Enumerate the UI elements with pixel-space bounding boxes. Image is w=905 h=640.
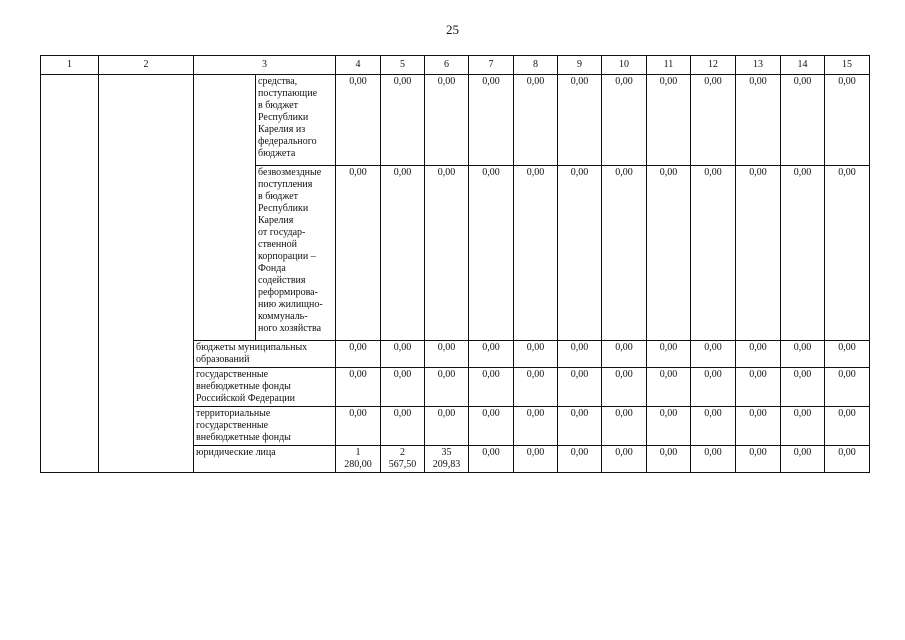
value-cell: 0,00: [514, 341, 558, 368]
column-3-cell: [194, 75, 256, 341]
value-cell: 0,00: [558, 75, 602, 166]
value-cell: 0,00: [469, 75, 514, 166]
column-1-cell: [41, 75, 99, 473]
column-header: 7: [469, 56, 514, 75]
value-cell: 0,00: [425, 75, 469, 166]
value-cell: 0,00: [336, 341, 381, 368]
value-cell: 0,00: [558, 341, 602, 368]
value-cell: 0,00: [336, 407, 381, 446]
value-cell: 0,00: [514, 368, 558, 407]
column-header: 12: [691, 56, 736, 75]
value-cell: 0,00: [647, 446, 691, 473]
value-cell: 0,00: [736, 341, 781, 368]
column-header: 11: [647, 56, 691, 75]
column-header: 6: [425, 56, 469, 75]
value-cell: 0,00: [736, 368, 781, 407]
value-cell: 0,00: [425, 341, 469, 368]
value-cell: 0,00: [736, 446, 781, 473]
row-label: юридические лица: [194, 446, 336, 473]
value-cell: 1 280,00: [336, 446, 381, 473]
value-cell: 0,00: [381, 407, 425, 446]
value-cell: 0,00: [336, 368, 381, 407]
value-cell: 0,00: [781, 446, 825, 473]
value-cell: 0,00: [781, 407, 825, 446]
column-header: 9: [558, 56, 602, 75]
value-cell: 0,00: [825, 75, 870, 166]
row-label: безвозмездные поступления в бюджет Республики Карелия от государ- ственной корпорации – Фонда содействия реформирова- нию жилищно- коммуналь- ного хозяйства: [256, 166, 336, 341]
value-cell: 0,00: [647, 75, 691, 166]
header-row: [41, 56, 870, 75]
value-cell: 35 209,83: [425, 446, 469, 473]
value-cell: 0,00: [381, 75, 425, 166]
row-label: территориальные государственные внебюджетные фонды: [194, 407, 336, 446]
column-header: 1: [41, 56, 99, 75]
value-cell: 2 567,50: [381, 446, 425, 473]
value-cell: 0,00: [691, 75, 736, 166]
value-cell: 0,00: [691, 407, 736, 446]
column-header: 10: [602, 56, 647, 75]
page-number: 25: [446, 22, 459, 37]
value-cell: 0,00: [825, 446, 870, 473]
value-cell: 0,00: [825, 407, 870, 446]
value-cell: 0,00: [602, 166, 647, 341]
value-cell: 0,00: [691, 446, 736, 473]
value-cell: 0,00: [514, 446, 558, 473]
value-cell: 0,00: [647, 368, 691, 407]
value-cell: 0,00: [647, 341, 691, 368]
column-header: 8: [514, 56, 558, 75]
value-cell: 0,00: [736, 75, 781, 166]
value-cell: 0,00: [825, 368, 870, 407]
value-cell: 0,00: [425, 166, 469, 341]
value-cell: 0,00: [691, 341, 736, 368]
value-cell: 0,00: [425, 368, 469, 407]
value-cell: 0,00: [381, 341, 425, 368]
value-cell: 0,00: [647, 407, 691, 446]
value-cell: 0,00: [425, 407, 469, 446]
value-cell: 0,00: [469, 446, 514, 473]
value-cell: 0,00: [691, 368, 736, 407]
value-cell: 0,00: [602, 75, 647, 166]
value-cell: 0,00: [691, 166, 736, 341]
value-cell: 0,00: [469, 407, 514, 446]
value-cell: 0,00: [558, 368, 602, 407]
value-cell: 0,00: [381, 368, 425, 407]
value-cell: 0,00: [381, 166, 425, 341]
value-cell: 0,00: [514, 407, 558, 446]
budget-table: [40, 55, 870, 473]
column-2-cell: [99, 75, 194, 473]
value-cell: 0,00: [602, 341, 647, 368]
column-header: 13: [736, 56, 781, 75]
table-row: [41, 75, 870, 166]
value-cell: 0,00: [602, 407, 647, 446]
row-label: государственные внебюджетные фонды Российской Федерации: [194, 368, 336, 407]
value-cell: 0,00: [514, 166, 558, 341]
row-label: средства, поступающие в бюджет Республики Карелия из федерального бюджета: [256, 75, 336, 166]
value-cell: 0,00: [825, 166, 870, 341]
value-cell: 0,00: [558, 166, 602, 341]
value-cell: 0,00: [336, 75, 381, 166]
value-cell: 0,00: [469, 341, 514, 368]
value-cell: 0,00: [514, 75, 558, 166]
column-header: 5: [381, 56, 425, 75]
value-cell: 0,00: [558, 446, 602, 473]
value-cell: 0,00: [781, 75, 825, 166]
column-header: 2: [99, 56, 194, 75]
row-label: бюджеты муниципальных образований: [194, 341, 336, 368]
value-cell: 0,00: [469, 368, 514, 407]
value-cell: 0,00: [602, 446, 647, 473]
column-header: 3: [194, 56, 336, 75]
column-header: 14: [781, 56, 825, 75]
value-cell: 0,00: [647, 166, 691, 341]
value-cell: 0,00: [602, 368, 647, 407]
column-header: 4: [336, 56, 381, 75]
value-cell: 0,00: [336, 166, 381, 341]
value-cell: 0,00: [469, 166, 514, 341]
value-cell: 0,00: [781, 368, 825, 407]
value-cell: 0,00: [781, 166, 825, 341]
value-cell: 0,00: [558, 407, 602, 446]
value-cell: 0,00: [736, 407, 781, 446]
value-cell: 0,00: [736, 166, 781, 341]
column-header: 15: [825, 56, 870, 75]
value-cell: 0,00: [781, 341, 825, 368]
value-cell: 0,00: [825, 341, 870, 368]
